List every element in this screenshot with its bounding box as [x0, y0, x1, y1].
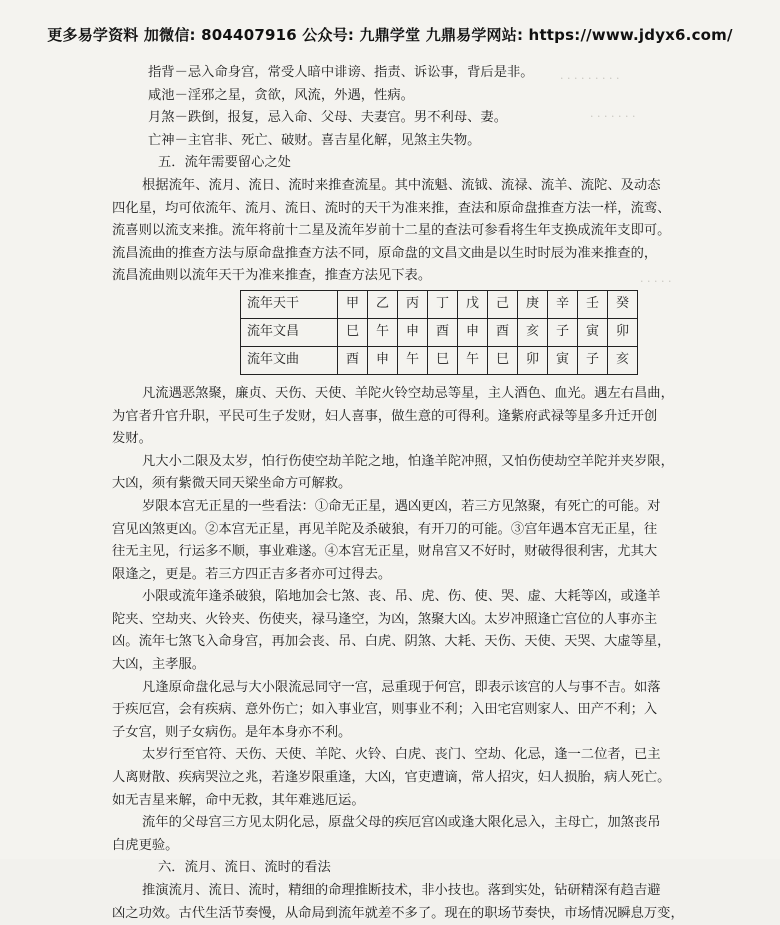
table-cell: 卯: [608, 318, 638, 346]
paragraph: [112, 586, 734, 676]
table-cell: 子: [548, 318, 578, 346]
table-cell: 癸: [608, 290, 638, 318]
text-line: 咸池－淫邪之星，贪欲，风流，外遇，性病。: [148, 87, 414, 103]
table-cell: 壬: [578, 290, 608, 318]
text-line: 凡逢原命盘化忌与大小限流忌同守一宫，忌重现于何宫，即表示该宫的人与事不吉。如落: [142, 679, 661, 695]
text-line: 人离财散、疾病哭泣之兆，若逢岁限重逢，大凶，官吏遭谪，常人招灾，妇人损胎，病人死亡。: [112, 770, 671, 786]
table-cell: 巳: [488, 346, 518, 374]
text-line: 小限或流年逢杀破狼，陷地加会七煞、丧、吊、虎、伤、使、哭、虚、大耗等凶，或逢羊: [142, 589, 661, 605]
paragraph: [112, 880, 734, 925]
table-row-label: 流年天干: [241, 290, 338, 318]
watermark-header: 更多易学资料 加微信: 804407916 公众号: 九鼎学堂 九鼎易学网站: https://www.jdyx6.com/: [47, 26, 733, 44]
table-cell: 酉: [338, 346, 368, 374]
paragraph: [112, 383, 734, 451]
text-line: 岁限本宫无正星的一些看法：①命无正星，遇凶更凶，若三方见煞聚，有死亡的可能。对: [142, 498, 661, 514]
table-cell: 庚: [518, 290, 548, 318]
paragraph: [112, 175, 734, 288]
table-cell: 巳: [338, 318, 368, 346]
text-line: 为官者升官升职，平民可生子发财，妇人喜事，做生意的可得利。逢紫府武禄等星多升迁开创: [112, 408, 658, 424]
text-line: 子女宫，则子女病伤。是年本身亦不利。: [112, 724, 352, 740]
bleed-through-text: · · · · · · · · ·: [560, 72, 620, 85]
table-cell: 丙: [398, 290, 428, 318]
text-line: 太岁行至官符、天伤、天使、羊陀、火铃、白虎、丧门、空劫、化忌，逢一二位者，已主: [142, 747, 661, 763]
text-line: 月煞－跌倒，报复，忌入命、父母、夫妻宫。男不利母、妻。: [148, 110, 508, 126]
bleed-through-text: · · · · · · ·: [590, 110, 636, 123]
table-cell: 亥: [518, 318, 548, 346]
text-line: 凡大小二限及太岁，怕行伤使空劫羊陀之地，怕逢羊陀冲照，又怕伤使劫空羊陀并夹岁限，: [142, 453, 674, 469]
text-line: 流昌流曲的推查方法与原命盘推查方法不同，原命盘的文昌文曲是以生时时辰为准来推查的，: [112, 245, 658, 261]
table-cell: 乙: [368, 290, 398, 318]
table-cell: 午: [398, 346, 428, 374]
paragraph: [112, 496, 734, 586]
table-cell: 辛: [548, 290, 578, 318]
text-line: 发财。: [112, 431, 152, 447]
table-cell: 午: [458, 346, 488, 374]
text-line: 陀夹、空劫夹、火铃夹、伤使夹，禄马逢空，为凶，煞聚大凶。太岁冲照逢亡宫位的人事亦主: [112, 611, 658, 627]
section-heading: 六．流月、流日、流时的看法: [158, 860, 331, 876]
text-line: 推演流月、流日、流时，精细的命理推断技术，非小技也。落到实处，钻研精深有趋吉避: [142, 883, 661, 898]
bleed-through-text: · · · · ·: [640, 275, 672, 288]
text-line: 白虎更验。: [112, 837, 179, 853]
text-line: 宫见凶煞更凶。②本宫无正星，再见羊陀及杀破狼，有开刀的可能。③宫年遇本宫无正星，往: [112, 521, 658, 537]
document-body: [112, 62, 734, 925]
section-heading: 五．流年需要留心之处: [158, 155, 291, 171]
wenchang-wenqu-table: [240, 290, 638, 375]
table-row: [241, 318, 638, 346]
table-cell: 申: [368, 346, 398, 374]
text-line: 四化星，均可依流年、流月、流日、流时的天干为准来推，查法和原命盘推查方法一样，流鸾、: [112, 200, 671, 216]
table-cell: 亥: [608, 346, 638, 374]
table-cell: 己: [488, 290, 518, 318]
text-line: 流喜则以流支来推。流年将前十二星及流年岁前十二星的查法可参看将生年支换成流年支即可。: [112, 223, 671, 239]
text-line: 流昌流曲则以流年天干为准来推查，推查方法见下表。: [112, 268, 432, 284]
text-line: 限逢之，更是。若三方四正吉多者亦可过得去。: [112, 566, 392, 582]
paragraph: [112, 677, 734, 745]
table-cell: 甲: [338, 290, 368, 318]
text-line: 凶之功效。古代生活节奏慢，从命局到流年就差不多了。现在的职场节奏快，市场情况瞬息万变，: [112, 905, 684, 921]
table-cell: 戊: [458, 290, 488, 318]
table-cell: 酉: [428, 318, 458, 346]
text-line: 往无主见，行运多不顺，事业难遂。④本宫无正星，财帛宫又不好时，财破得很利害，尤其大: [112, 544, 658, 560]
paragraph: [112, 812, 734, 857]
table-cell: 酉: [488, 318, 518, 346]
table-cell: 子: [578, 346, 608, 374]
table-cell: 寅: [548, 346, 578, 374]
table-cell: 寅: [578, 318, 608, 346]
text-line: 大凶，须有紫微天同天梁坐命方可解救。: [112, 476, 352, 492]
table-cell: 卯: [518, 346, 548, 374]
paragraph: [112, 451, 734, 496]
text-line: 大凶，主孝服。: [112, 657, 206, 673]
text-line: 指背－忌入命身宫，常受人暗中诽谤、指责、诉讼事，背后是非。: [148, 65, 534, 80]
table-cell: 巳: [428, 346, 458, 374]
table-row: [241, 346, 638, 374]
table-row: [241, 290, 638, 318]
text-line: 亡神－主官非、死亡、破财。喜吉星化解，见煞主失物。: [148, 132, 481, 148]
paragraph: [112, 744, 734, 812]
text-line: 流年的父母宫三方见太阴化忌，原盘父母的疾厄宫凶或逢大限化忌入，主母亡，加煞丧吊: [142, 815, 661, 831]
text-line: 如无吉星来解，命中无救，其年难逃厄运。: [112, 792, 365, 808]
text-line: 凡流遇恶煞聚，廉贞、天伤、天使、羊陀火铃空劫忌等星，主人酒色、血光。遇左右昌曲，: [142, 385, 674, 401]
text-line: 根据流年、流月、流日、流时来推查流星。其中流魁、流钺、流禄、流羊、流陀、及动态: [142, 177, 661, 193]
table-row-label: 流年文昌: [241, 318, 338, 346]
table-cell: 丁: [428, 290, 458, 318]
text-line: 于疾厄宫，会有疾病、意外伤亡；如入事业宫，则事业不利；入田宅宫则家人、田产不利；入: [112, 702, 658, 718]
table-cell: 申: [398, 318, 428, 346]
table-cell: 申: [458, 318, 488, 346]
table-row-label: 流年文曲: [241, 346, 338, 374]
table-cell: 午: [368, 318, 398, 346]
text-line: 凶。流年七煞飞入命身宫，再加会丧、吊、白虎、阴煞、大耗、天伤、天使、天哭、大虚等星，: [112, 634, 671, 650]
